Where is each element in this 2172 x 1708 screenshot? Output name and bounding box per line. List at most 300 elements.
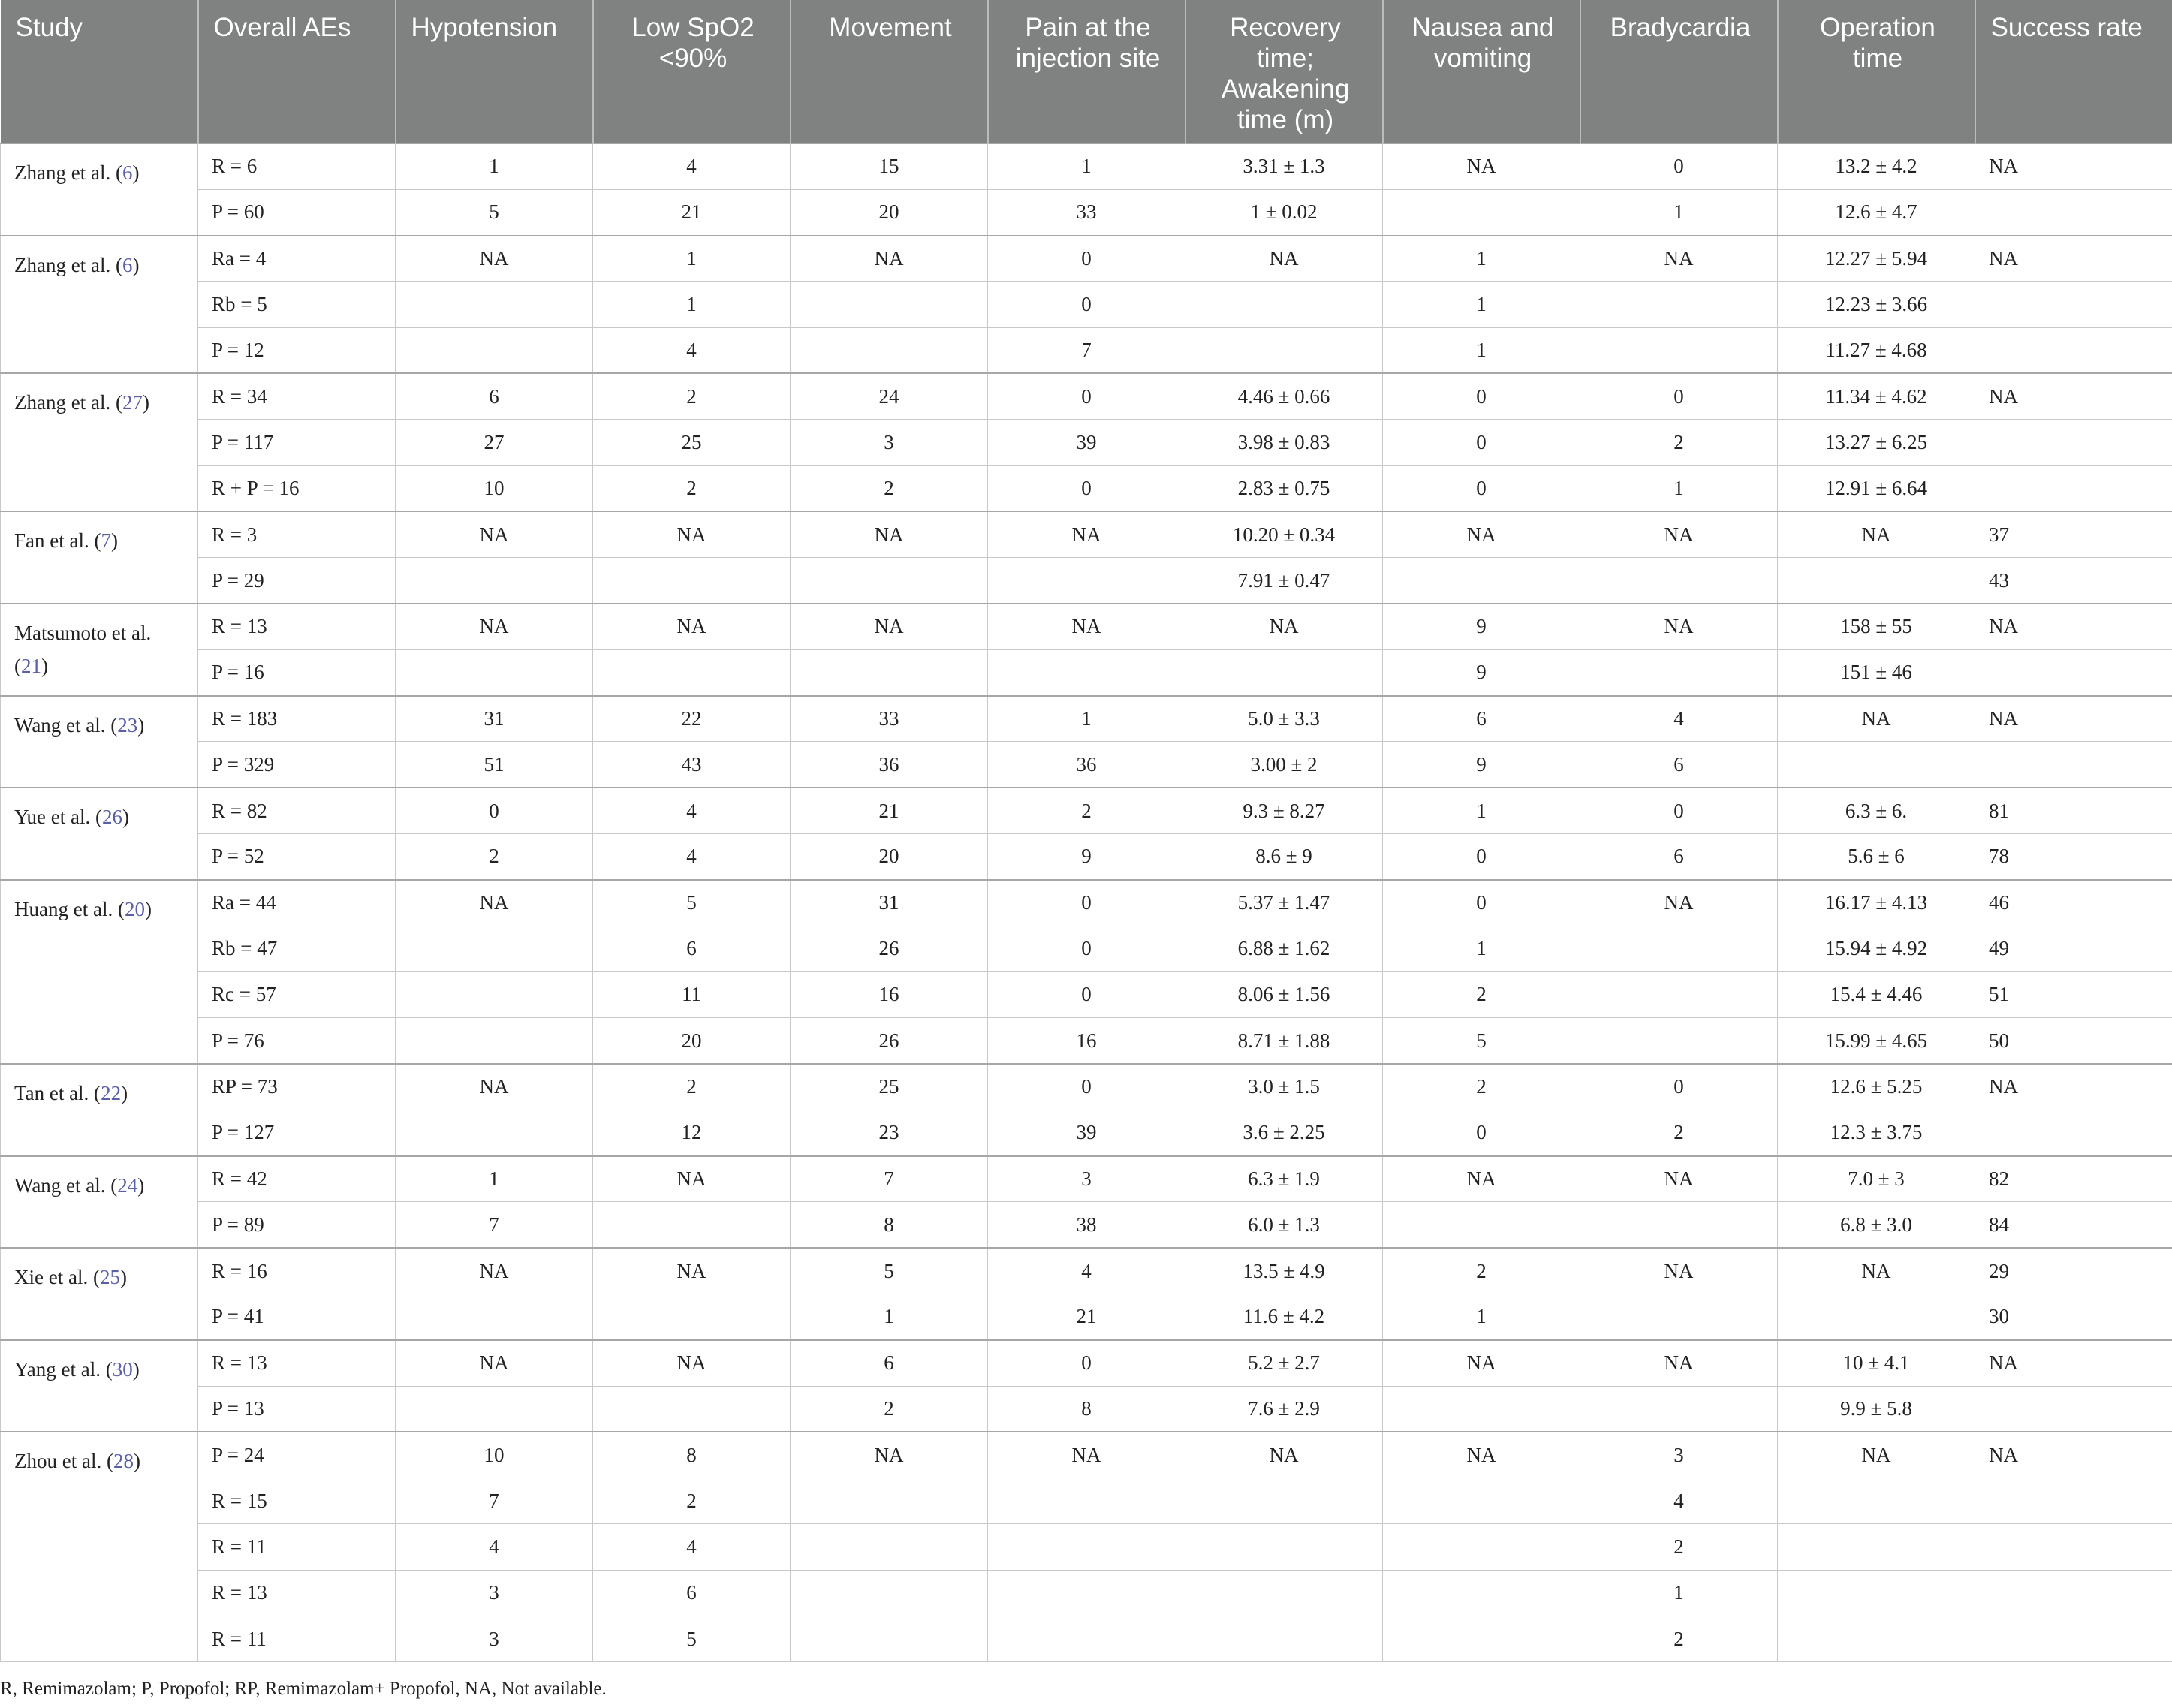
table-cell: 11.27 ± 4.68 — [1778, 327, 1975, 373]
study-name-cell — [1, 236, 198, 374]
table-cell: NA — [791, 1432, 988, 1478]
table-row — [1, 971, 2172, 1017]
table-cell: 43 — [1975, 558, 2172, 604]
table-cell: 3.00 ± 2 — [1185, 742, 1383, 788]
header-success-rate: Success rate — [1975, 0, 2172, 143]
table-cell — [593, 558, 791, 604]
study-name-close: ) — [137, 713, 145, 737]
table-cell: 7.6 ± 2.9 — [1185, 1386, 1383, 1432]
table-cell: 8 — [791, 1202, 988, 1248]
table-cell: 9 — [988, 833, 1185, 879]
study-name: Huang et al. ( — [14, 897, 125, 920]
table-row — [1, 1064, 2172, 1110]
table-cell — [988, 1570, 1185, 1616]
table-cell: 78 — [1975, 833, 2172, 879]
table-cell: 5 — [593, 880, 791, 926]
header-overall-aes: Overall AEs — [198, 0, 396, 143]
table-cell: 20 — [791, 833, 988, 879]
table-cell: 1 — [1580, 1570, 1778, 1616]
table-row — [1, 373, 2172, 419]
table-cell: 4 — [988, 1248, 1185, 1294]
group-cell: Rb = 5 — [198, 282, 396, 327]
table-cell — [1975, 420, 2172, 465]
table-cell: 7.91 ± 0.47 — [1185, 558, 1383, 604]
table-cell: 25 — [593, 420, 791, 465]
table-cell — [1778, 1478, 1975, 1524]
header-nausea-vomiting: Nausea and vomiting — [1383, 0, 1580, 143]
group-cell: P = 12 — [198, 327, 396, 373]
reference-link[interactable]: 25 — [99, 1266, 120, 1289]
table-cell — [1975, 327, 2172, 373]
table-cell: 2 — [791, 465, 988, 511]
group-cell: R = 13 — [198, 604, 396, 649]
study-name-close: ) — [121, 1081, 128, 1104]
table-cell: 23 — [791, 1110, 988, 1155]
table-cell — [988, 649, 1185, 695]
table-cell — [1580, 1202, 1778, 1248]
reference-link[interactable]: 24 — [117, 1173, 138, 1197]
header-pain-injection-site: Pain at the injection site — [988, 0, 1185, 143]
table-cell: 151 ± 46 — [1778, 649, 1975, 695]
table-cell: 7 — [791, 1156, 988, 1202]
table-cell — [1778, 1616, 1975, 1662]
group-cell: P = 29 — [198, 558, 396, 604]
table-cell: 0 — [988, 236, 1185, 282]
table-cell — [791, 1524, 988, 1570]
reference-link[interactable]: 23 — [117, 713, 138, 737]
table-row — [1, 1156, 2172, 1202]
reference-link[interactable]: 28 — [113, 1450, 134, 1473]
table-cell — [1185, 1616, 1383, 1662]
table-row — [1, 558, 2172, 604]
table-cell: 2 — [1383, 971, 1580, 1017]
reference-link[interactable]: 6 — [122, 161, 133, 184]
table-cell: 0 — [1383, 373, 1580, 419]
table-cell — [1580, 282, 1778, 327]
table-cell: 6 — [593, 926, 791, 971]
study-name: Matsumoto et al. ( — [14, 621, 152, 677]
table-cell: 4 — [1580, 696, 1778, 742]
header-low-spo2: Low SpO2 <90% — [593, 0, 791, 143]
table-cell — [1580, 1294, 1778, 1339]
table-cell: 3.98 ± 0.83 — [1185, 420, 1383, 465]
table-cell: 29 — [1975, 1248, 2172, 1294]
table-cell: 0 — [1383, 1110, 1580, 1155]
study-name-close: ) — [41, 654, 48, 677]
table-cell — [1975, 282, 2172, 327]
table-cell: 1 — [1580, 189, 1778, 235]
study-name: Wang et al. ( — [14, 713, 118, 737]
study-name-close: ) — [110, 529, 118, 553]
table-cell — [396, 971, 593, 1017]
table-cell — [1383, 1202, 1580, 1248]
table-cell: 12.27 ± 5.94 — [1778, 236, 1975, 282]
table-cell — [791, 1570, 988, 1616]
group-cell: P = 41 — [198, 1294, 396, 1339]
table-cell — [791, 1478, 988, 1524]
table-cell: 4.46 ± 0.66 — [1185, 373, 1383, 419]
table-cell: NA — [1185, 236, 1383, 282]
study-name-close: ) — [132, 1357, 140, 1381]
table-cell: 81 — [1975, 788, 2172, 833]
table-cell: 1 — [1383, 788, 1580, 833]
table-cell: NA — [791, 604, 988, 649]
table-cell: NA — [396, 880, 593, 926]
study-name-close: ) — [132, 161, 140, 184]
group-cell: P = 329 — [198, 742, 396, 788]
table-cell: 15.99 ± 4.65 — [1778, 1018, 1975, 1064]
table-cell: 13.2 ± 4.2 — [1778, 143, 1975, 189]
table-cell: NA — [1580, 1156, 1778, 1202]
table-cell: 0 — [1383, 833, 1580, 879]
reference-link[interactable]: 30 — [112, 1357, 133, 1381]
table-cell: 2 — [593, 1478, 791, 1524]
table-cell: 30 — [1975, 1294, 2172, 1339]
study-name: Zhang et al. ( — [14, 391, 122, 414]
header-bradycardia: Bradycardia — [1580, 0, 1778, 143]
table-cell: 9 — [1383, 604, 1580, 649]
table-cell: NA — [1383, 1340, 1580, 1386]
table-cell — [1383, 1570, 1580, 1616]
table-cell — [396, 282, 593, 327]
table-cell: 8 — [988, 1386, 1185, 1432]
reference-link[interactable]: 6 — [122, 253, 133, 276]
table-cell: 12.6 ± 5.25 — [1778, 1064, 1975, 1110]
table-cell — [1975, 649, 2172, 695]
table-row — [1, 1294, 2172, 1339]
table-body — [1, 143, 2172, 1662]
group-cell: P = 117 — [198, 420, 396, 465]
table-cell: 4 — [593, 1524, 791, 1570]
table-cell: 6 — [1580, 742, 1778, 788]
table-cell: 12.3 ± 3.75 — [1778, 1110, 1975, 1155]
table-cell: 6 — [593, 1570, 791, 1616]
table-cell: NA — [988, 1432, 1185, 1478]
table-cell — [988, 1616, 1185, 1662]
table-cell: 7.0 ± 3 — [1778, 1156, 1975, 1202]
table-row — [1, 696, 2172, 742]
table-cell — [1580, 558, 1778, 604]
table-cell — [1580, 1018, 1778, 1064]
table-cell: 6.8 ± 3.0 — [1778, 1202, 1975, 1248]
table-cell: NA — [1975, 1064, 2172, 1110]
table-cell — [396, 926, 593, 971]
table-cell: 46 — [1975, 880, 2172, 926]
table-cell: NA — [1975, 1432, 2172, 1478]
reference-link[interactable]: 27 — [122, 391, 143, 414]
table-cell — [988, 558, 1185, 604]
header-row — [1, 0, 2172, 143]
table-cell — [1383, 1386, 1580, 1432]
group-cell: R = 15 — [198, 1478, 396, 1524]
study-name: Xie et al. ( — [14, 1266, 100, 1289]
table-cell: 26 — [791, 926, 988, 971]
table-cell: 7 — [988, 327, 1185, 373]
table-cell: 5.6 ± 6 — [1778, 833, 1975, 879]
table-cell: 1 — [593, 236, 791, 282]
table-cell: 11.34 ± 4.62 — [1778, 373, 1975, 419]
table-cell: 20 — [791, 189, 988, 235]
table-row — [1, 1386, 2172, 1432]
table-cell: 8.71 ± 1.88 — [1185, 1018, 1383, 1064]
header-hypotension: Hypotension — [396, 0, 593, 143]
study-name: Wang et al. ( — [14, 1173, 118, 1197]
table-cell: 8.6 ± 9 — [1185, 833, 1383, 879]
table-row — [1, 1202, 2172, 1248]
table-cell: NA — [396, 1340, 593, 1386]
group-cell: P = 52 — [198, 833, 396, 879]
group-cell: Ra = 4 — [198, 236, 396, 282]
table-cell — [1383, 1616, 1580, 1662]
table-cell: 1 — [1383, 1294, 1580, 1339]
group-cell: P = 24 — [198, 1432, 396, 1478]
table-cell — [1975, 1616, 2172, 1662]
study-name: Yang et al. ( — [14, 1357, 113, 1381]
group-cell: R = 42 — [198, 1156, 396, 1202]
group-cell: R = 13 — [198, 1570, 396, 1616]
reference-link[interactable]: 21 — [21, 654, 41, 677]
table-cell: 2 — [1383, 1248, 1580, 1294]
table-cell: NA — [593, 1340, 791, 1386]
table-cell: 6 — [396, 373, 593, 419]
table-row — [1, 649, 2172, 695]
table-cell: 15 — [791, 143, 988, 189]
table-cell: NA — [1383, 511, 1580, 557]
table-cell: 2 — [791, 1386, 988, 1432]
table-cell: 5 — [791, 1248, 988, 1294]
table-cell: 5.2 ± 2.7 — [1185, 1340, 1383, 1386]
table-cell — [1580, 926, 1778, 971]
study-name-close: ) — [137, 1173, 145, 1197]
table-cell: 6.3 ± 1.9 — [1185, 1156, 1383, 1202]
table-cell: 15.4 ± 4.46 — [1778, 971, 1975, 1017]
table-cell: 12 — [593, 1110, 791, 1155]
table-cell: 2 — [1580, 420, 1778, 465]
table-cell — [1975, 1110, 2172, 1155]
table-cell: 6 — [791, 1340, 988, 1386]
group-cell: RP = 73 — [198, 1064, 396, 1110]
table-cell: 22 — [593, 696, 791, 742]
group-cell: P = 13 — [198, 1386, 396, 1432]
group-cell: R = 11 — [198, 1524, 396, 1570]
table-row — [1, 1248, 2172, 1294]
table-cell: 5.37 ± 1.47 — [1185, 880, 1383, 926]
table-cell: 7 — [396, 1478, 593, 1524]
table-cell: 33 — [988, 189, 1185, 235]
table-cell: 4 — [593, 833, 791, 879]
table-cell: 0 — [1580, 373, 1778, 419]
table-cell: 12.91 ± 6.64 — [1778, 465, 1975, 511]
table-cell: 21 — [988, 1294, 1185, 1339]
table-cell: 12.23 ± 3.66 — [1778, 282, 1975, 327]
reference-link[interactable]: 20 — [124, 897, 145, 920]
table-cell: 0 — [988, 1340, 1185, 1386]
table-cell: 158 ± 55 — [1778, 604, 1975, 649]
group-cell: R = 82 — [198, 788, 396, 833]
table-cell: NA — [593, 1156, 791, 1202]
table-cell: 6 — [1383, 696, 1580, 742]
table-cell: 21 — [791, 788, 988, 833]
table-cell: 3 — [791, 420, 988, 465]
table-cell — [396, 1294, 593, 1339]
table-cell: NA — [593, 511, 791, 557]
group-cell: R = 13 — [198, 1340, 396, 1386]
table-cell: 2 — [988, 788, 1185, 833]
table-cell: NA — [1778, 1432, 1975, 1478]
table-cell: 0 — [988, 971, 1185, 1017]
study-name-close: ) — [133, 1450, 140, 1473]
table-cell: NA — [593, 604, 791, 649]
table-cell: 0 — [988, 926, 1185, 971]
table-cell: 1 — [396, 143, 593, 189]
table-cell: NA — [1580, 1340, 1778, 1386]
table-cell: 13.27 ± 6.25 — [1778, 420, 1975, 465]
table-cell — [1580, 1386, 1778, 1432]
reference-link[interactable]: 7 — [101, 529, 111, 553]
table-cell: 6.88 ± 1.62 — [1185, 926, 1383, 971]
header-recovery-time: Recovery time; Awakening time (m) — [1185, 0, 1383, 143]
table-footnote: R, Remimazolam; P, Propofol; RP, Remimazolam+ Propofol, NA, Not available. — [0, 1679, 607, 1699]
reference-link[interactable]: 26 — [101, 806, 122, 829]
table-cell — [396, 649, 593, 695]
table-cell: 4 — [396, 1524, 593, 1570]
table-cell: NA — [1778, 511, 1975, 557]
table-row — [1, 236, 2172, 282]
table-cell: 0 — [396, 788, 593, 833]
table-row — [1, 1570, 2172, 1616]
table-cell — [1383, 189, 1580, 235]
table-cell: NA — [1580, 236, 1778, 282]
table-cell: 2 — [1580, 1110, 1778, 1155]
group-cell: R = 16 — [198, 1248, 396, 1294]
table-cell: NA — [1185, 1432, 1383, 1478]
table-cell: 5 — [1383, 1018, 1580, 1064]
table-row — [1, 926, 2172, 971]
table-cell: 8.06 ± 1.56 — [1185, 971, 1383, 1017]
table-cell: 0 — [1580, 788, 1778, 833]
table-cell: 0 — [988, 1064, 1185, 1110]
table-cell: 11.6 ± 4.2 — [1185, 1294, 1383, 1339]
table-cell — [1580, 649, 1778, 695]
table-cell — [791, 1616, 988, 1662]
table-cell: NA — [1580, 511, 1778, 557]
study-name-cell — [1, 143, 198, 236]
table-cell — [1185, 327, 1383, 373]
table-cell: 1 — [988, 696, 1185, 742]
table-cell: 5 — [396, 189, 593, 235]
table-cell: 51 — [396, 742, 593, 788]
table-cell: NA — [396, 511, 593, 557]
study-name-cell — [1, 880, 198, 1064]
table-cell: 9.3 ± 8.27 — [1185, 788, 1383, 833]
table-row — [1, 1616, 2172, 1662]
table-row — [1, 604, 2172, 649]
table-cell — [1975, 189, 2172, 235]
table-cell — [1185, 1524, 1383, 1570]
study-name: Fan et al. ( — [14, 529, 101, 553]
table-cell: NA — [1975, 143, 2172, 189]
table-cell — [593, 1294, 791, 1339]
table-cell: 2 — [593, 465, 791, 511]
table-cell — [1975, 1524, 2172, 1570]
header-study: Study — [1, 0, 198, 143]
table-cell: NA — [1975, 373, 2172, 419]
table-cell — [791, 558, 988, 604]
table-cell: 16.17 ± 4.13 — [1778, 880, 1975, 926]
table-cell: NA — [988, 604, 1185, 649]
table-cell — [593, 649, 791, 695]
table-cell: 50 — [1975, 1018, 2172, 1064]
table-cell: 0 — [1383, 420, 1580, 465]
table-row — [1, 1432, 2172, 1478]
table-cell: 21 — [593, 189, 791, 235]
table-cell — [1778, 742, 1975, 788]
group-cell: P = 60 — [198, 189, 396, 235]
table-cell — [1383, 558, 1580, 604]
study-name-cell — [1, 1156, 198, 1249]
table-cell: 2 — [1580, 1616, 1778, 1662]
table-cell — [593, 1386, 791, 1432]
table-cell: 9.9 ± 5.8 — [1778, 1386, 1975, 1432]
table-cell: 82 — [1975, 1156, 2172, 1202]
table-row — [1, 189, 2172, 235]
table-cell: 4 — [1580, 1478, 1778, 1524]
table-cell: NA — [1383, 1432, 1580, 1478]
table-cell: 3 — [396, 1616, 593, 1662]
table-cell: 4 — [593, 788, 791, 833]
table-cell: 0 — [988, 880, 1185, 926]
table-cell: 0 — [988, 465, 1185, 511]
table-cell: NA — [396, 236, 593, 282]
table-cell: 51 — [1975, 971, 2172, 1017]
table-cell: 39 — [988, 1110, 1185, 1155]
table-cell — [791, 649, 988, 695]
reference-link[interactable]: 22 — [101, 1081, 122, 1104]
table-cell — [791, 282, 988, 327]
table-cell — [791, 327, 988, 373]
table-cell — [396, 1110, 593, 1155]
table-cell — [593, 1202, 791, 1248]
group-cell: Rc = 57 — [198, 971, 396, 1017]
table-cell: 1 ± 0.02 — [1185, 189, 1383, 235]
table-cell: 8 — [593, 1432, 791, 1478]
table-cell: 10 ± 4.1 — [1778, 1340, 1975, 1386]
table-cell: 11 — [593, 971, 791, 1017]
study-name-cell — [1, 1340, 198, 1432]
table-cell — [1975, 1570, 2172, 1616]
table-cell: 10 — [396, 465, 593, 511]
group-cell: Ra = 44 — [198, 880, 396, 926]
table-cell: 3 — [988, 1156, 1185, 1202]
table-cell: NA — [1383, 143, 1580, 189]
table-cell: 6.3 ± 6. — [1778, 788, 1975, 833]
table-cell: 9 — [1383, 742, 1580, 788]
table-cell: 5.0 ± 3.3 — [1185, 696, 1383, 742]
table-cell: NA — [396, 604, 593, 649]
table-cell: 16 — [988, 1018, 1185, 1064]
group-cell: P = 89 — [198, 1202, 396, 1248]
table-cell — [988, 1478, 1185, 1524]
table-cell: 0 — [1383, 880, 1580, 926]
group-cell: P = 127 — [198, 1110, 396, 1155]
study-name-cell — [1, 1064, 198, 1156]
table-cell: NA — [396, 1248, 593, 1294]
group-cell: R = 6 — [198, 143, 396, 189]
table-cell — [396, 1386, 593, 1432]
table-cell: 26 — [791, 1018, 988, 1064]
table-row — [1, 420, 2172, 465]
table-cell: 2 — [1383, 1064, 1580, 1110]
